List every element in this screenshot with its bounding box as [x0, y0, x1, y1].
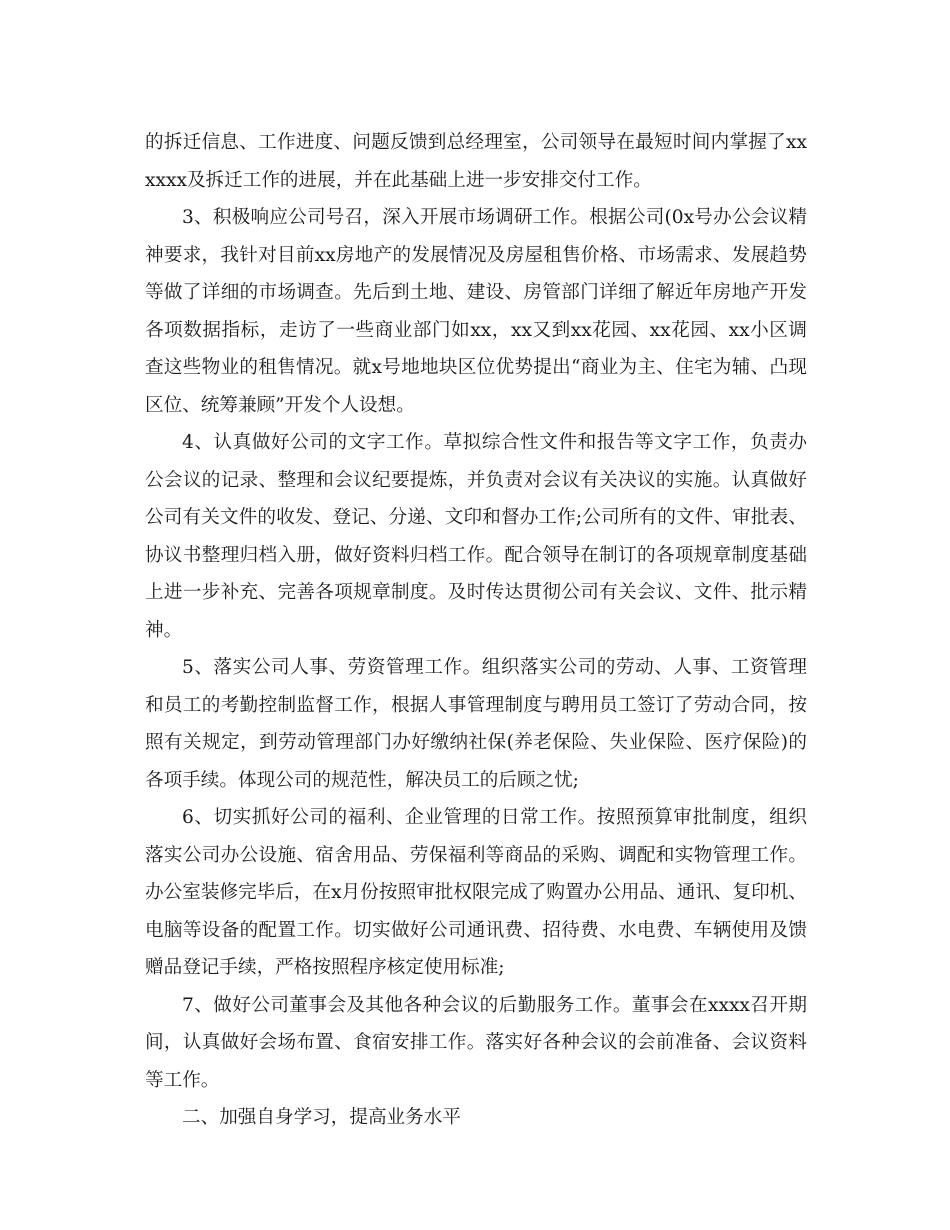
paragraph-item-7: 7、做好公司董事会及其他各种会议的后勤服务工作。董事会在xxxx召开期间，认真做好会场布置、食宿安排工作。落实好各种会议的会前准备、会议资料等工作。 [145, 994, 807, 1091]
paragraph-item-6: 6、切实抓好公司的福利、企业管理的日常工作。按照预算审批制度，组织落实公司办公设施、宿舍用品、劳保福利等商品的采购、调配和实物管理工作。办公室装修完毕后，在x月份按照审批权限完成了购置办公用品、通讯、复印机、电脑等设备的配置工作。切实做好公司通讯费、招待费、水电费、车辆使用及馈赠品登记手续，严格按照程序核定使用标准; [145, 807, 807, 978]
paragraph-continuation: 的拆迁信息、工作进度、问题反馈到总经理室，公司领导在最短时间内掌握了xxxxxx及拆迁工作的进展，并在此基础上进一步安排交付工作。 [145, 132, 807, 191]
document-body [145, 124, 807, 1137]
paragraph-item-3: 3、积极响应公司号召，深入开展市场调研工作。根据公司(0x号办公会议精神要求，我针对目前xx房地产的发展情况及房屋租售价格、市场需求、发展趋势等做了详细的市场调查。先后到土地、建设、房管部门详细了解近年房地产开发各项数据指标，走访了一些商业部门如xx，xx又到xx花园、xx花园、xx小区调查这些物业的租售情况。就x号地地块区位优势提出“商业为主、住宅为辅、凸现区位、统筹兼顾”开发个人设想。 [145, 207, 807, 416]
paragraph-item-5: 5、落实公司人事、劳资管理工作。组织落实公司的劳动、人事、工资管理和员工的考勤控制监督工作，根据人事管理制度与聘用员工签订了劳动合同，按照有关规定，到劳动管理部门办好缴纳社保(养老保险、失业保险、医疗保险)的各项手续。体现公司的规范性，解决员工的后顾之忧; [145, 657, 807, 791]
section-heading-2: 二、加强自身学习，提高业务水平 [182, 1107, 461, 1128]
paragraph-item-4: 4、认真做好公司的文字工作。草拟综合性文件和报告等文字工作，负责办公会议的记录、整理和会议纪要提炼，并负责对会议有关决议的实施。认真做好公司有关文件的收发、登记、分递、文印和督办工作;公司所有的文件、审批表、协议书整理归档入册，做好资料归档工作。配合领导在制订的各项规章制度基础上进一步补充、完善各项规章制度。及时传达贯彻公司有关会议、文件、批示精神。 [145, 432, 807, 641]
